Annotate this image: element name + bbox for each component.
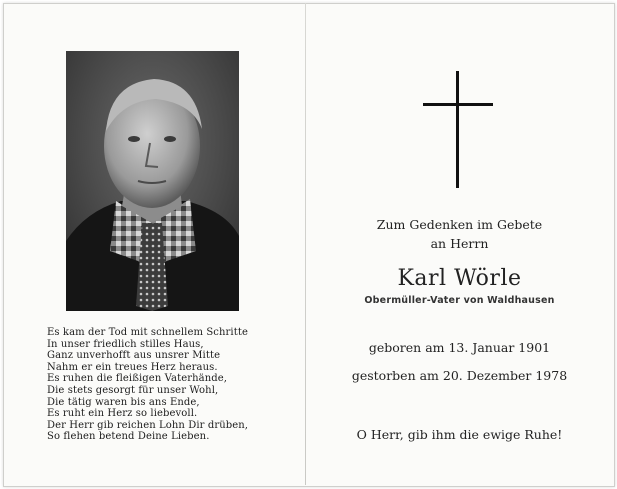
dedication-line-1: Zum Gedenken im Gebete: [376, 217, 543, 232]
poem-line: Es ruhen die fleißigen Vaterhände,: [47, 373, 228, 385]
birth-date: geboren am 13. Januar 1901: [368, 340, 551, 355]
closing-prayer: O Herr, gib ihm die ewige Ruhe!: [356, 427, 563, 442]
dedication-line-2: an Herrn: [430, 236, 489, 251]
poem-line: Ganz unverhofft aus unsrer Mitte: [47, 350, 221, 362]
poem-line: Nahm er ein treues Herz heraus.: [47, 361, 218, 373]
poem-line: Es ruht ein Herz so liebevoll.: [47, 408, 198, 420]
death-date: gestorben am 20. Dezember 1978: [351, 368, 568, 383]
poem-line: In unser friedlich stilles Haus,: [47, 338, 204, 350]
poem-line: Die tätig waren bis ans Ende,: [47, 396, 200, 408]
memorial-poem: [47, 327, 297, 443]
deceased-name: Karl Wörle: [397, 266, 522, 291]
latin-cross-icon: [423, 71, 493, 188]
poem-line: Die stets gesorgt für unser Wohl,: [47, 384, 219, 396]
poem-line: Es kam der Tod mit schnellem Schritte: [47, 327, 248, 338]
deceased-title: Obermüller-Vater von Waldhausen: [364, 295, 555, 306]
portrait-photo: [66, 51, 239, 311]
poem-line: Der Herr gib reichen Lohn Dir drüben,: [47, 419, 249, 431]
poem-line: So flehen betend Deine Lieben.: [47, 431, 210, 443]
